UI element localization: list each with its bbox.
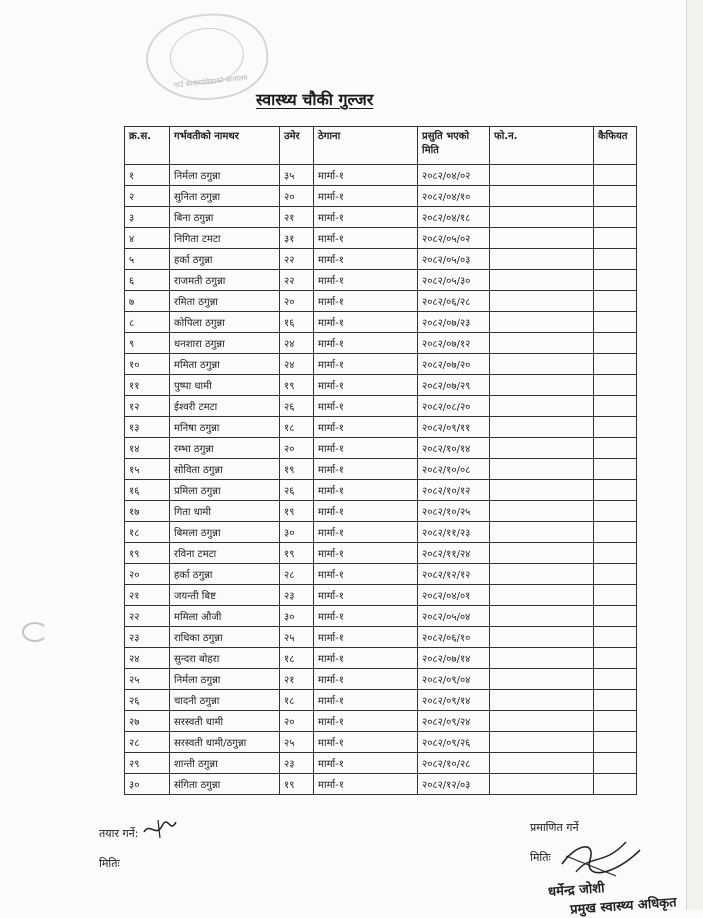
cell-remarks (594, 774, 637, 795)
cell-delivery-date: २०८२/०४/१० (418, 186, 490, 207)
table-row (125, 774, 637, 795)
cell-name: राधिका ठगुन्ना (170, 627, 280, 648)
cell-remarks (594, 375, 637, 396)
table-row (125, 438, 637, 459)
cell-phone (490, 732, 594, 753)
cell-delivery-date: २०८२/१०/१४ (418, 438, 490, 459)
cell-delivery-date: २०८२/११/२४ (418, 543, 490, 564)
cell-age: ३५ (280, 165, 314, 186)
cell-age: १९ (280, 459, 314, 480)
cell-age: १६ (280, 312, 314, 333)
table-row (125, 627, 637, 648)
cell-address: मार्मा-१ (314, 690, 418, 711)
table-row (125, 375, 637, 396)
table-row (125, 564, 637, 585)
cell-age: १८ (280, 690, 314, 711)
page-title: स्वास्थ्य चौकी गुल्जर (256, 90, 374, 109)
cell-serial: ९ (125, 333, 170, 354)
table-row (125, 606, 637, 627)
cell-name: बिमला ठगुन्ना (170, 522, 280, 543)
cell-address: मार्मा-१ (314, 312, 418, 333)
office-seal-stamp (142, 8, 272, 106)
cell-serial: २५ (125, 669, 170, 690)
register-table (124, 126, 637, 795)
cell-address: मार्मा-१ (314, 774, 418, 795)
punch-hole (22, 622, 48, 642)
cell-delivery-date: २०८२/०७/१४ (418, 648, 490, 669)
cell-age: १९ (280, 501, 314, 522)
table-row (125, 711, 637, 732)
cell-remarks (594, 669, 637, 690)
cell-phone (490, 606, 594, 627)
cell-name: सरस्वती धामी (170, 711, 280, 732)
table-row (125, 585, 637, 606)
cell-age: २८ (280, 564, 314, 585)
cell-address: मार्मा-१ (314, 564, 418, 585)
cell-serial: १ (125, 165, 170, 186)
officer-title: प्रमुख स्वास्थ्य अधिकृत (569, 895, 678, 918)
cell-remarks (594, 438, 637, 459)
cell-address: मार्मा-१ (314, 480, 418, 501)
cell-phone (490, 648, 594, 669)
cell-name: शान्ती ठगुन्ना (170, 753, 280, 774)
cell-phone (490, 165, 594, 186)
cell-delivery-date: २०८२/०९/१४ (418, 690, 490, 711)
date-left-label: मितिः (99, 857, 120, 870)
cell-delivery-date: २०८२/०६/२८ (418, 291, 490, 312)
cell-name: गिता धामी (170, 501, 280, 522)
cell-remarks (594, 333, 637, 354)
cell-delivery-date: २०८२/०५/०३ (418, 249, 490, 270)
cell-name: सरस्वती धामी/ठगुन्ना (170, 732, 280, 753)
cell-delivery-date: २०८२/०७/२३ (418, 312, 490, 333)
cell-serial: ५ (125, 249, 170, 270)
cell-phone (490, 690, 594, 711)
cell-remarks (594, 732, 637, 753)
cell-name: सुनिता ठगुन्ना (170, 186, 280, 207)
cell-serial: ३ (125, 207, 170, 228)
cell-remarks (594, 606, 637, 627)
cell-remarks (594, 207, 637, 228)
cell-age: १८ (280, 417, 314, 438)
cell-address: मार्मा-१ (314, 711, 418, 732)
cell-serial: १७ (125, 501, 170, 522)
table-row (125, 333, 637, 354)
cell-phone (490, 249, 594, 270)
table-row (125, 207, 637, 228)
cell-age: २० (280, 711, 314, 732)
cell-phone (490, 270, 594, 291)
cell-delivery-date: २०८२/११/२३ (418, 522, 490, 543)
cell-address: मार्मा-१ (314, 354, 418, 375)
cell-phone (490, 459, 594, 480)
cell-address: मार्मा-१ (314, 249, 418, 270)
table-row (125, 417, 637, 438)
cell-age: २२ (280, 270, 314, 291)
table-row (125, 522, 637, 543)
cell-name: ममिला औजी (170, 606, 280, 627)
cell-phone (490, 207, 594, 228)
cell-address: मार्मा-१ (314, 732, 418, 753)
cell-phone (490, 312, 594, 333)
cell-remarks (594, 627, 637, 648)
cell-delivery-date: २०८२/१०/०८ (418, 459, 490, 480)
cell-serial: १६ (125, 480, 170, 501)
table-row (125, 501, 637, 522)
table-row (125, 459, 637, 480)
cell-delivery-date: २०८२/१०/१२ (418, 480, 490, 501)
cell-phone (490, 753, 594, 774)
cell-remarks (594, 690, 637, 711)
cell-phone (490, 543, 594, 564)
cell-serial: १५ (125, 459, 170, 480)
cell-serial: २४ (125, 648, 170, 669)
cell-address: मार्मा-१ (314, 291, 418, 312)
cell-address: मार्मा-१ (314, 648, 418, 669)
cell-serial: २० (125, 564, 170, 585)
cell-serial: ४ (125, 228, 170, 249)
cell-age: ३० (280, 522, 314, 543)
cell-age: २३ (280, 753, 314, 774)
cell-address: मार्मा-१ (314, 333, 418, 354)
table-row (125, 396, 637, 417)
cell-name: कोपिला ठगुन्ना (170, 312, 280, 333)
cell-phone (490, 354, 594, 375)
cell-address: मार्मा-१ (314, 165, 418, 186)
cell-remarks (594, 270, 637, 291)
cell-name: रविना टमटा (170, 543, 280, 564)
cell-address: मार्मा-१ (314, 396, 418, 417)
table-row (125, 291, 637, 312)
cell-phone (490, 480, 594, 501)
cell-name: पुष्पा धामी (170, 375, 280, 396)
table-row (125, 312, 637, 333)
table-row (125, 270, 637, 291)
cell-address: मार्मा-१ (314, 627, 418, 648)
cell-delivery-date: २०८२/१२/०३ (418, 774, 490, 795)
cell-serial: २८ (125, 732, 170, 753)
cell-address: मार्मा-१ (314, 438, 418, 459)
cell-age: २२ (280, 249, 314, 270)
cell-name: हर्का ठगुन्ना (170, 564, 280, 585)
cell-delivery-date: २०८२/०९/२४ (418, 711, 490, 732)
cell-serial: १० (125, 354, 170, 375)
table-row (125, 165, 637, 186)
cell-address: मार्मा-१ (314, 501, 418, 522)
table-row (125, 543, 637, 564)
certified-by-label: प्रमाणित गर्ने (530, 821, 579, 834)
cell-name: जयन्ती बिष्ट (170, 585, 280, 606)
cell-name: प्रमिला ठगुन्ना (170, 480, 280, 501)
cell-name: हर्का ठगुन्ना (170, 249, 280, 270)
cell-serial: २३ (125, 627, 170, 648)
table-header-row (125, 127, 637, 165)
cell-remarks (594, 564, 637, 585)
cell-address: मार्मा-१ (314, 522, 418, 543)
cell-delivery-date: २०८२/०९/२६ (418, 732, 490, 753)
prepared-by-label: तयार गर्ने: (99, 827, 139, 840)
cell-phone (490, 711, 594, 732)
cell-age: २० (280, 291, 314, 312)
cell-name: संगिता ठगुन्ना (170, 774, 280, 795)
cell-address: मार्मा-१ (314, 186, 418, 207)
cell-remarks (594, 186, 637, 207)
header-phone: फो.न. (490, 127, 594, 165)
seal-text: गाउँ कार्यपालिकाको कार्यालय (173, 73, 248, 90)
cell-age: ३० (280, 606, 314, 627)
cell-serial: १९ (125, 543, 170, 564)
cell-age: १९ (280, 774, 314, 795)
cell-address: मार्मा-१ (314, 270, 418, 291)
cell-name: सुन्दरा बोहरा (170, 648, 280, 669)
cell-remarks (594, 354, 637, 375)
cell-remarks (594, 480, 637, 501)
date-right-label: मितिः (530, 851, 551, 864)
cell-delivery-date: २०८२/०७/२० (418, 354, 490, 375)
cell-delivery-date: २०८२/०५/०२ (418, 228, 490, 249)
cell-name: रमिता ठगुन्ना (170, 291, 280, 312)
cell-name: बिना ठगुन्ना (170, 207, 280, 228)
cell-delivery-date: २०८२/०४/०१ (418, 585, 490, 606)
cell-age: २१ (280, 207, 314, 228)
cell-remarks (594, 417, 637, 438)
cell-phone (490, 438, 594, 459)
cell-address: मार्मा-१ (314, 543, 418, 564)
cell-name: रम्भा ठगुन्ना (170, 438, 280, 459)
cell-serial: ३० (125, 774, 170, 795)
cell-age: १८ (280, 648, 314, 669)
cell-remarks (594, 753, 637, 774)
cell-remarks (594, 291, 637, 312)
cell-phone (490, 669, 594, 690)
cell-remarks (594, 459, 637, 480)
cell-name: धनशारा ठगुन्ना (170, 333, 280, 354)
cell-delivery-date: २०८२/०४/०२ (418, 165, 490, 186)
cell-serial: १४ (125, 438, 170, 459)
cell-serial: २२ (125, 606, 170, 627)
table-body (125, 165, 637, 795)
cell-delivery-date: २०८२/०७/२९ (418, 375, 490, 396)
cell-delivery-date: २०८२/०७/१२ (418, 333, 490, 354)
cell-name: ईश्वरी टमटा (170, 396, 280, 417)
cell-remarks (594, 312, 637, 333)
cell-phone (490, 522, 594, 543)
cell-serial: १२ (125, 396, 170, 417)
cell-delivery-date: २०८२/०५/३० (418, 270, 490, 291)
cell-name: निर्मला ठगुन्ना (170, 669, 280, 690)
cell-age: २० (280, 438, 314, 459)
cell-address: मार्मा-१ (314, 207, 418, 228)
table-row (125, 354, 637, 375)
cell-serial: ८ (125, 312, 170, 333)
cell-age: १९ (280, 543, 314, 564)
cell-serial: १३ (125, 417, 170, 438)
cell-remarks (594, 396, 637, 417)
cell-serial: २ (125, 186, 170, 207)
table-row (125, 480, 637, 501)
cell-address: मार्मा-१ (314, 753, 418, 774)
table-row (125, 186, 637, 207)
officer-name: धर्मेन्द्र जोशी (547, 881, 605, 900)
cell-name: ममिता ठगुन्ना (170, 354, 280, 375)
page-edge (686, 0, 703, 910)
cell-delivery-date: २०८२/०८/२० (418, 396, 490, 417)
cell-serial: २९ (125, 753, 170, 774)
cell-name: चादनी ठगुन्ना (170, 690, 280, 711)
cell-remarks (594, 249, 637, 270)
cell-remarks (594, 165, 637, 186)
cell-address: मार्मा-१ (314, 585, 418, 606)
cell-address: मार्मा-१ (314, 228, 418, 249)
header-name: गर्भवतीको नामथर (170, 127, 280, 165)
cell-age: ३१ (280, 228, 314, 249)
cell-serial: ६ (125, 270, 170, 291)
cell-remarks (594, 501, 637, 522)
cell-address: मार्मा-१ (314, 606, 418, 627)
cell-remarks (594, 543, 637, 564)
cell-address: मार्मा-१ (314, 669, 418, 690)
cell-serial: २७ (125, 711, 170, 732)
cell-remarks (594, 228, 637, 249)
cell-delivery-date: २०८२/१२/१२ (418, 564, 490, 585)
cell-delivery-date: २०८२/०९/०४ (418, 669, 490, 690)
cell-serial: १८ (125, 522, 170, 543)
header-address: ठेगाना (314, 127, 418, 165)
cell-remarks (594, 711, 637, 732)
cell-phone (490, 417, 594, 438)
cell-name: मनिषा ठगुन्ना (170, 417, 280, 438)
cell-address: मार्मा-१ (314, 375, 418, 396)
cell-delivery-date: २०८२/०५/०४ (418, 606, 490, 627)
cell-age: २६ (280, 480, 314, 501)
preparer-signature (140, 818, 180, 840)
cell-serial: ११ (125, 375, 170, 396)
cell-phone (490, 627, 594, 648)
cell-age: २४ (280, 354, 314, 375)
cell-remarks (594, 648, 637, 669)
table-row (125, 228, 637, 249)
cell-phone (490, 774, 594, 795)
cell-phone (490, 501, 594, 522)
cell-name: निर्मला ठगुन्ना (170, 165, 280, 186)
table-row (125, 648, 637, 669)
cell-delivery-date: २०८२/०४/१८ (418, 207, 490, 228)
cell-phone (490, 228, 594, 249)
cell-age: २४ (280, 333, 314, 354)
cell-name: सोविता ठगुन्ना (170, 459, 280, 480)
cell-phone (490, 291, 594, 312)
cell-address: मार्मा-१ (314, 417, 418, 438)
header-serial: क्र.स. (125, 127, 170, 165)
header-age: उमेर (280, 127, 314, 165)
cell-phone (490, 333, 594, 354)
cell-delivery-date: २०८२/०९/११ (418, 417, 490, 438)
table-row (125, 249, 637, 270)
cell-delivery-date: २०८२/०६/१० (418, 627, 490, 648)
cell-name: राजमती ठगुन्ना (170, 270, 280, 291)
cell-age: १९ (280, 375, 314, 396)
cell-age: २० (280, 186, 314, 207)
header-remarks: कैफियत (594, 127, 637, 165)
cell-delivery-date: २०८२/१०/२८ (418, 753, 490, 774)
cell-phone (490, 396, 594, 417)
cell-serial: २१ (125, 585, 170, 606)
cell-phone (490, 564, 594, 585)
cell-remarks (594, 522, 637, 543)
cell-delivery-date: २०८२/१०/२५ (418, 501, 490, 522)
cell-age: २५ (280, 732, 314, 753)
cell-age: २१ (280, 669, 314, 690)
cell-name: निगिता टमटा (170, 228, 280, 249)
cell-serial: २६ (125, 690, 170, 711)
cell-age: २३ (280, 585, 314, 606)
cell-age: २६ (280, 396, 314, 417)
cell-serial: ७ (125, 291, 170, 312)
table-row (125, 690, 637, 711)
cell-age: २५ (280, 627, 314, 648)
cell-address: मार्मा-१ (314, 459, 418, 480)
table-row (125, 669, 637, 690)
cell-phone (490, 186, 594, 207)
cell-remarks (594, 585, 637, 606)
cell-phone (490, 585, 594, 606)
cell-phone (490, 375, 594, 396)
table-row (125, 753, 637, 774)
table-row (125, 732, 637, 753)
header-delivery-date: प्रसुति भएको मिति (418, 127, 490, 165)
